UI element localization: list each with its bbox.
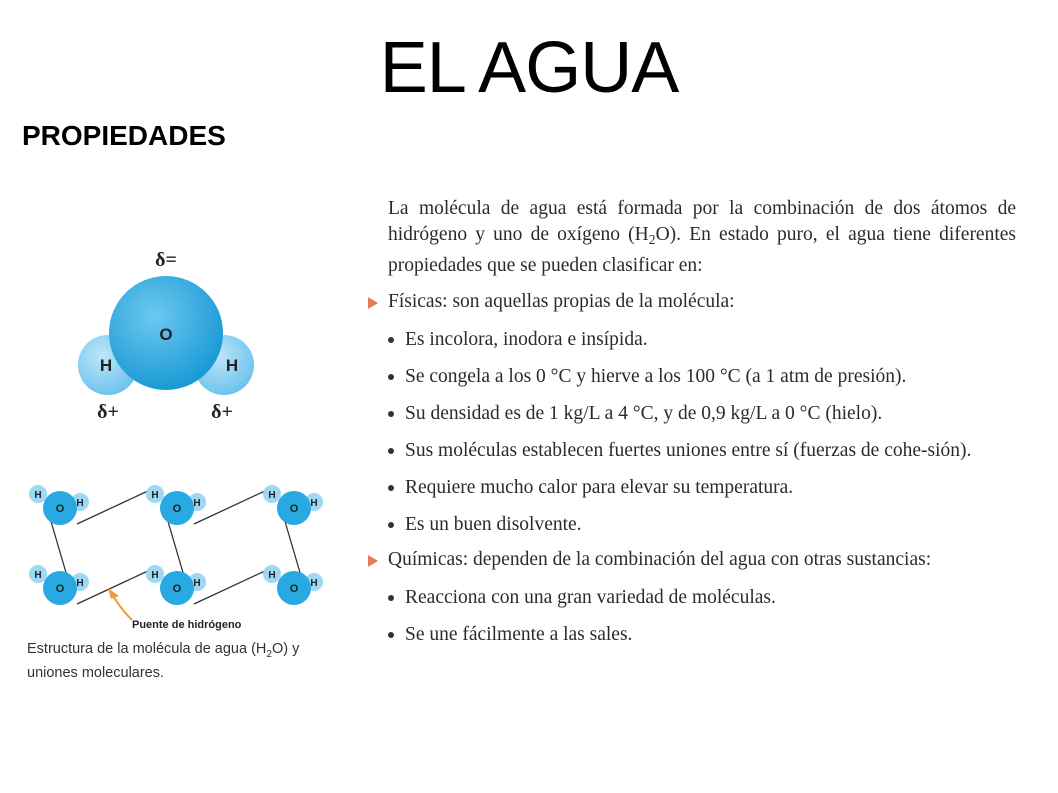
hydrogen-label-right: H bbox=[225, 356, 239, 375]
hydrogen-label-left: H bbox=[99, 356, 113, 375]
lattice-hydrogen-right-label: H bbox=[76, 498, 84, 509]
lattice-hydrogen-left-label: H bbox=[34, 570, 42, 581]
lattice-molecule bbox=[263, 485, 323, 525]
bullet-icon bbox=[388, 411, 394, 417]
list-item: Es incolora, inodora e insípida. bbox=[368, 327, 1016, 352]
lattice-hydrogen-left-label: H bbox=[34, 490, 42, 501]
bullet-icon bbox=[388, 522, 394, 528]
category-title: Químicas bbox=[388, 549, 463, 570]
water-molecule-diagram bbox=[74, 240, 264, 425]
lattice-oxygen-label: O bbox=[289, 503, 299, 515]
list-item: Reacciona con una gran variedad de moléculas. bbox=[368, 585, 1016, 610]
bullet-icon bbox=[388, 632, 394, 638]
lattice-molecule bbox=[146, 485, 206, 525]
lattice-oxygen-label: O bbox=[55, 503, 65, 515]
lattice-hydrogen-right-label: H bbox=[310, 498, 318, 509]
lattice-hydrogen-left-label: H bbox=[268, 490, 276, 501]
chemical-properties-list bbox=[368, 585, 1016, 647]
bullet-icon bbox=[388, 485, 394, 491]
lattice-oxygen-label: O bbox=[172, 583, 182, 595]
lattice-hydrogen-left-label: H bbox=[151, 490, 159, 501]
list-item: Su densidad es de 1 kg/L a 4 °C, y de 0,9 kg/L a 0 °C (hielo). bbox=[368, 401, 1016, 426]
lattice-molecules bbox=[29, 485, 323, 605]
bullet-icon bbox=[388, 595, 394, 601]
lattice-molecule bbox=[29, 485, 89, 525]
lattice-oxygen-label: O bbox=[172, 503, 182, 515]
bullet-icon bbox=[388, 374, 394, 380]
bullet-icon bbox=[388, 337, 394, 343]
lattice-molecule bbox=[146, 565, 206, 605]
hydrogen-bond-lattice bbox=[22, 476, 334, 636]
bullet-icon bbox=[388, 448, 394, 454]
partial-negative-charge: δ= bbox=[155, 249, 177, 271]
list-item: Requiere mucho calor para elevar su temperatura. bbox=[368, 475, 1016, 500]
bridge-arrow bbox=[112, 594, 132, 620]
intro-paragraph: La molécula de agua está formada por la combinación de dos átomos de hidrógeno y uno de oxígeno $(H_2O)$. En estado puro, el agua tiene diferentes propiedades que se pueden clasificar en: bbox=[388, 198, 1017, 276]
bridge-arrow-head bbox=[108, 588, 119, 599]
lattice-oxygen-label: O bbox=[55, 583, 65, 595]
lattice-hydrogen-right-label: H bbox=[76, 578, 84, 589]
category-chemical bbox=[368, 547, 1016, 573]
list-item: Sus moléculas establecen fuertes uniones entre sí (fuerzas de cohe-sión). bbox=[368, 438, 1016, 463]
lattice-oxygen-label: O bbox=[289, 583, 299, 595]
section-heading: PROPIEDADES bbox=[22, 120, 226, 151]
triangle-bullet-icon bbox=[368, 297, 378, 309]
figure-caption: Estructura de la molécula de agua $(H_2O)$ y uniones moleculares. bbox=[27, 641, 300, 681]
category-description: : son aquellas propias de la molécula: bbox=[442, 291, 735, 312]
category-physical bbox=[368, 289, 1016, 315]
physical-properties-list bbox=[368, 327, 1016, 537]
category-description: : dependen de la combinación del agua con otras sustancias: bbox=[462, 549, 932, 570]
list-item: Es un buen disolvente. bbox=[368, 512, 1016, 537]
lattice-hydrogen-left-label: H bbox=[151, 570, 159, 581]
partial-positive-charge-right: δ+ bbox=[211, 401, 233, 423]
partial-positive-charge-left: δ+ bbox=[97, 401, 119, 423]
hydrogen-bridge-label: Puente de hidrógeno bbox=[132, 619, 242, 631]
category-title: Físicas bbox=[388, 291, 443, 312]
list-item: Se congela a los 0 °C y hierve a los 100 °C (a 1 atm de presión). bbox=[368, 364, 1016, 389]
lattice-hydrogen-right-label: H bbox=[310, 578, 318, 589]
lattice-hydrogen-right-label: H bbox=[193, 498, 201, 509]
properties-text bbox=[368, 196, 1016, 647]
oxygen-label: O bbox=[159, 325, 173, 344]
lattice-hydrogen-right-label: H bbox=[193, 578, 201, 589]
lattice-molecule bbox=[29, 565, 89, 605]
page-title: EL AGUA bbox=[379, 28, 679, 108]
triangle-bullet-icon bbox=[368, 555, 378, 567]
lattice-molecule bbox=[263, 565, 323, 605]
list-item: Se une fácilmente a las sales. bbox=[368, 622, 1016, 647]
lattice-hydrogen-left-label: H bbox=[268, 570, 276, 581]
